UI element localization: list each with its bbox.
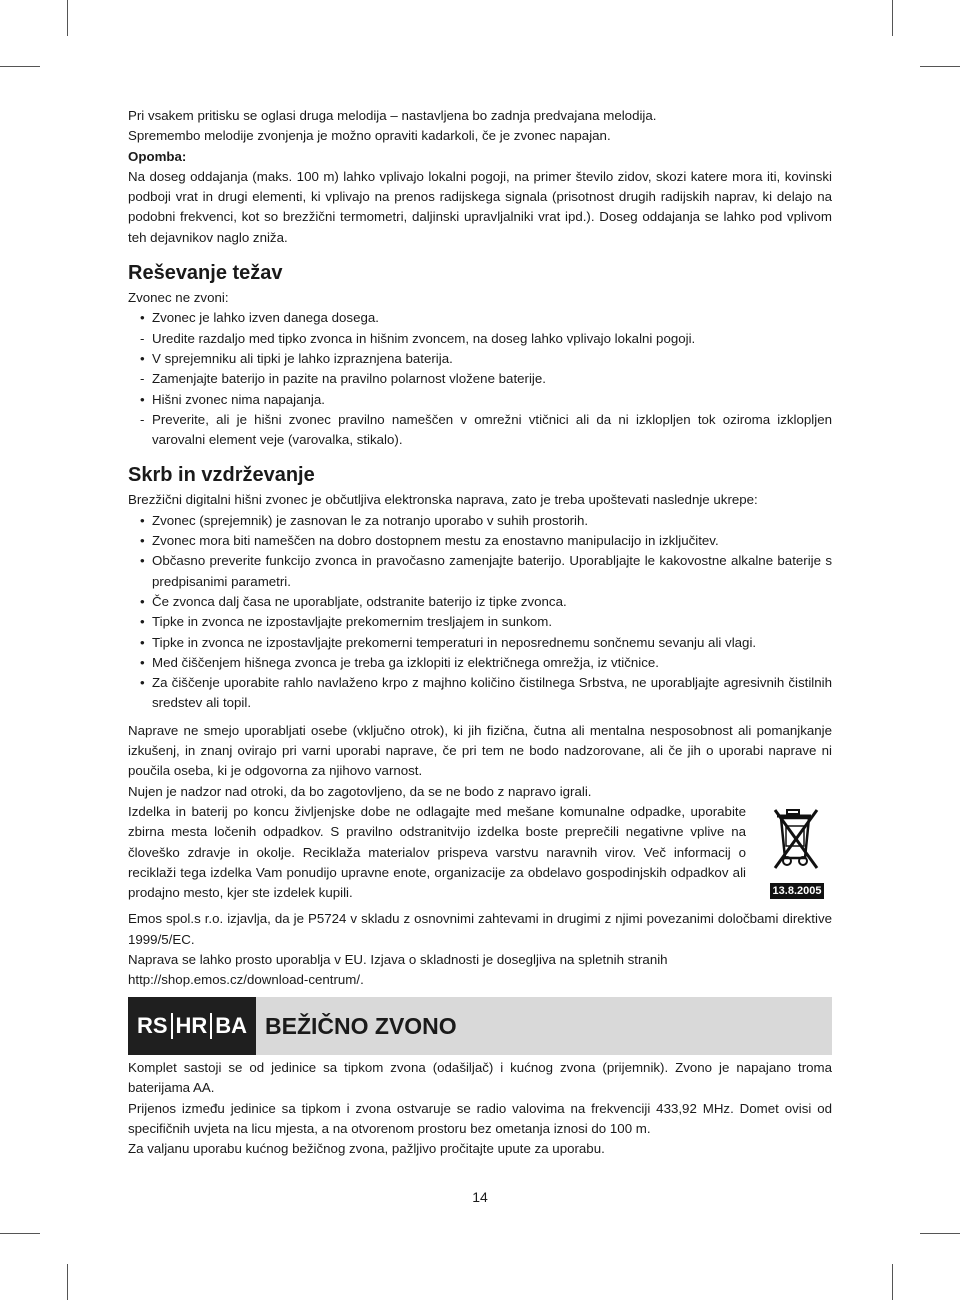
crop-mark <box>0 1233 40 1234</box>
note-text: Na doseg oddajanja (maks. 100 m) lahko vplivajo lokalni pogoji, na primer število zidov, skozi katere mora iti, kovinski podboji vrat in drugi elementi, ki vplivajo na prenos radijskega signala (prisotnost drugih radijskih naprav, ki delajo na podobni frekvenci, kot so brezžični termometri, daljinski upravljalniki vrat ipd.). Doseg oddajanja se lahko pod vplivom teh dejavnikov naglo zniža. <box>128 168 832 245</box>
note-label: Opomba: <box>128 148 187 164</box>
list-item: • Zvonec (sprejemnik) je zasnovan le za notranjo uporabo v suhih prostorih. <box>140 512 589 528</box>
paragraph: Prijenos između jedinice sa tipkom i zvona ostvaruje se radio valovima na frekvenciji 433,92 MHz. Domet ovisi od specifičnih uvjeta na licu mjesta, a na otvorenom prostoru bez ometanja iznosi do 100 m. <box>128 1100 832 1136</box>
main-content <box>128 106 832 991</box>
intro-line-2: Spremembo melodije zvonjenja je možno opraviti kadarkoli, če je zvonec napajan. <box>128 128 611 144</box>
crop-mark <box>67 0 68 36</box>
list-item: - Uredite razdaljo med tipko zvonca in hišnim zvoncem, na doseg lahko vplivajo lokalni pogoji. <box>140 330 696 346</box>
language-badge <box>128 997 256 1055</box>
section-title: BEŽIČNO ZVONO <box>265 1012 457 1039</box>
troubleshooting-heading: Reševanje težav <box>128 262 283 285</box>
language-code: RS <box>136 1013 168 1038</box>
troubleshooting-list <box>128 308 832 450</box>
declaration-paragraph: Emos spol.s r.o. izjavlja, da je P5724 v skladu z osnovnimi zahtevami in drugimi z njimi povezanimi določbami direktive 1999/5/EC. <box>128 911 832 947</box>
paragraph: Za valjanu uporabu kućnog bežičnog zvona, pažljivo pročitajte upute za uporabu. <box>128 1141 605 1157</box>
download-url: http://shop.emos.cz/download-centrum/. <box>128 972 364 988</box>
crop-mark <box>920 66 960 67</box>
children-paragraph: Nujen je nadzor nad otroki, da bo zagotovljeno, da se ne bodo z napravo igrali. <box>128 783 592 799</box>
care-intro: Brezžični digitalni hišni zvonec je občutljiva elektronska naprava, zato je treba upoštevati naslednje ukrepe: <box>128 492 758 508</box>
disposal-block <box>128 802 832 903</box>
serbian-content <box>128 1058 832 1159</box>
list-item: - Zamenjajte baterijo in pazite na pravilno polarnost vložene baterije. <box>140 371 546 387</box>
list-item: • Zvonec je lahko izven danega dosega. <box>140 310 379 326</box>
crop-mark <box>892 1264 893 1300</box>
care-heading: Skrb in vzdrževanje <box>128 464 315 487</box>
safety-paragraph: Naprave ne smejo uporabljati osebe (vključno otrok), ki jih fizična, čutna ali mentalna nesposobnost ali pomanjkanje izkušenj, in znanj ovirajo pri varni uporabi naprave, če pri tem ne bodo nadzorovane, ali če jih o uporabi naprave ni poučila oseba, ki je odgovorna za njihovo varnost. <box>128 722 832 779</box>
list-item: • Zvonec mora biti nameščen na dobro dostopnem mestu za enostavno manipulacijo in izključitev. <box>140 533 719 549</box>
list-item: • Hišni zvonec nima napajanja. <box>140 391 325 407</box>
crossed-bin-icon <box>771 806 823 874</box>
list-item: • Občasno preverite funkcijo zvonca in pravočasno zamenjajte baterijo. Uporabljajte le kakovostne alkalne baterije s predpisanimi parametri. <box>140 553 832 589</box>
list-item: • Tipke in zvonca ne izpostavljajte prekomernim tresljajem in sunkom. <box>140 614 553 630</box>
troubleshooting-subheading: Zvonec ne zvoni: <box>128 290 229 306</box>
crop-mark <box>67 1264 68 1300</box>
list-item: • Med čiščenjem hišnega zvonca je treba ga izklopiti iz električnega omrežja, iz vtičnice. <box>140 654 659 670</box>
list-item: • Če zvonca dalj časa ne uporabljate, odstranite baterijo iz tipke zvonca. <box>140 593 567 609</box>
paragraph: Komplet sastoji se od jedinice sa tipkom zvona (odašiljač) i kućnog zvona (prijemnik). Zvono je napajano troma baterijama AA. <box>128 1060 832 1096</box>
weee-date: 13.8.2005 <box>770 883 825 899</box>
language-code: BA <box>215 1013 248 1038</box>
crop-mark <box>892 0 893 36</box>
care-list <box>128 511 832 714</box>
language-code: HR <box>175 1013 208 1038</box>
crop-mark <box>0 66 40 67</box>
list-item: • Tipke in zvonca ne izpostavljajte prekomerni temperaturi in neposrednemu sončnemu sevanju ali vlagi. <box>140 634 757 650</box>
crop-mark <box>920 1233 960 1234</box>
weee-symbol <box>762 806 832 901</box>
page-number: 14 <box>472 1189 488 1205</box>
download-paragraph: Naprava se lahko prosto uporablja v EU. Izjava o skladnosti je dosegljiva na spletnih stranih <box>128 951 668 967</box>
language-banner <box>128 997 832 1055</box>
disposal-paragraph: Izdelka in baterij po koncu življenjske dobe ne odlagajte med mešane komunalne odpadke, uporabite zbirna mesta ločenih odpadkov. S pravilno odstranitvijo izdelka boste preprečili negativne vplive na človeško zdravje in okolje. Reciklaža materialov prispeva varstvu naravnih virov. Več informacij o reciklaži tega izdelka Vam ponudijo upravne enote, organizacije za obdelavo gospodinjskih odpadkov ali prodajno mesto, kjer ste izdelek kupili. <box>128 803 746 901</box>
list-item: • V sprejemniku ali tipki je lahko izpraznjena baterija. <box>140 350 453 366</box>
list-item: - Preverite, ali je hišni zvonec pravilno nameščen v omrežni vtičnici ali da ni izklopljen tok oziroma izklopljen varovalni element veje (varovalka, stikalo). <box>140 411 832 448</box>
intro-line-1: Pri vsakem pritisku se oglasi druga melodija – nastavljena bo zadnja predvajana melodija. <box>128 108 657 123</box>
list-item: • Za čiščenje uporabite rahlo navlaženo krpo z majhno količino čistilnega Srbstva, ne uporabljajte agresivnih čistilnih sredstev ali topil. <box>140 675 832 711</box>
